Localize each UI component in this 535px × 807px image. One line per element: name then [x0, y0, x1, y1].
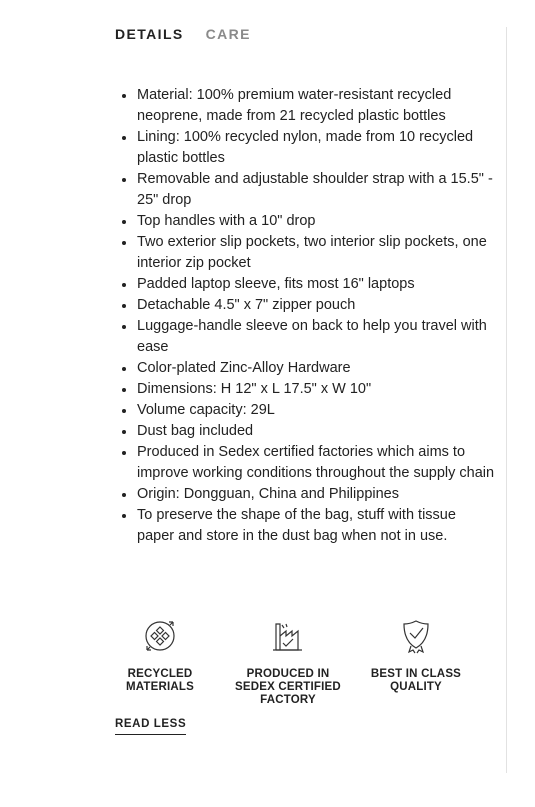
read-less-link[interactable]: READ LESS [115, 717, 186, 735]
feature-sedex-factory [224, 616, 352, 707]
quality-badge-icon [396, 616, 436, 656]
list-item: Material: 100% premium water-resistant recycled neoprene, made from 21 recycled plastic bottles [137, 85, 497, 127]
factory-icon [268, 616, 308, 656]
list-item: Dimensions: H 12" x L 17.5" x W 10" [137, 379, 497, 400]
tab-bar [115, 26, 251, 42]
details-list [137, 85, 497, 547]
feature-recycled-materials [96, 616, 224, 707]
feature-badges [96, 616, 480, 707]
feature-label: RECYCLED MATERIALS [125, 668, 195, 693]
tab-care[interactable]: CARE [205, 26, 251, 42]
tab-details[interactable]: DETAILS [115, 26, 184, 42]
list-item: Two exterior slip pockets, two interior slip pockets, one interior zip pocket [137, 232, 497, 274]
list-item: Lining: 100% recycled nylon, made from 10 recycled plastic bottles [137, 127, 497, 169]
feature-label: BEST IN CLASS QUALITY [370, 668, 462, 693]
list-item: Luggage-handle sleeve on back to help you travel with ease [137, 316, 497, 358]
list-item: Produced in Sedex certified factories which aims to improve working conditions throughout the supply chain [137, 442, 497, 484]
feature-label: PRODUCED IN SEDEX CERTIFIED FACTORY [235, 668, 341, 706]
list-item: Dust bag included [137, 421, 497, 442]
vertical-divider [506, 27, 507, 773]
feature-best-quality [352, 616, 480, 707]
list-item: Padded laptop sleeve, fits most 16" laptops [137, 274, 497, 295]
list-item: Top handles with a 10" drop [137, 211, 497, 232]
list-item: Origin: Dongguan, China and Philippines [137, 484, 497, 505]
list-item: Removable and adjustable shoulder strap with a 15.5" - 25" drop [137, 169, 497, 211]
list-item: Volume capacity: 29L [137, 400, 497, 421]
list-item: Detachable 4.5" x 7" zipper pouch [137, 295, 497, 316]
recycled-materials-icon [140, 616, 180, 656]
list-item: To preserve the shape of the bag, stuff with tissue paper and store in the dust bag when not in use. [137, 505, 497, 547]
list-item: Color-plated Zinc-Alloy Hardware [137, 358, 497, 379]
